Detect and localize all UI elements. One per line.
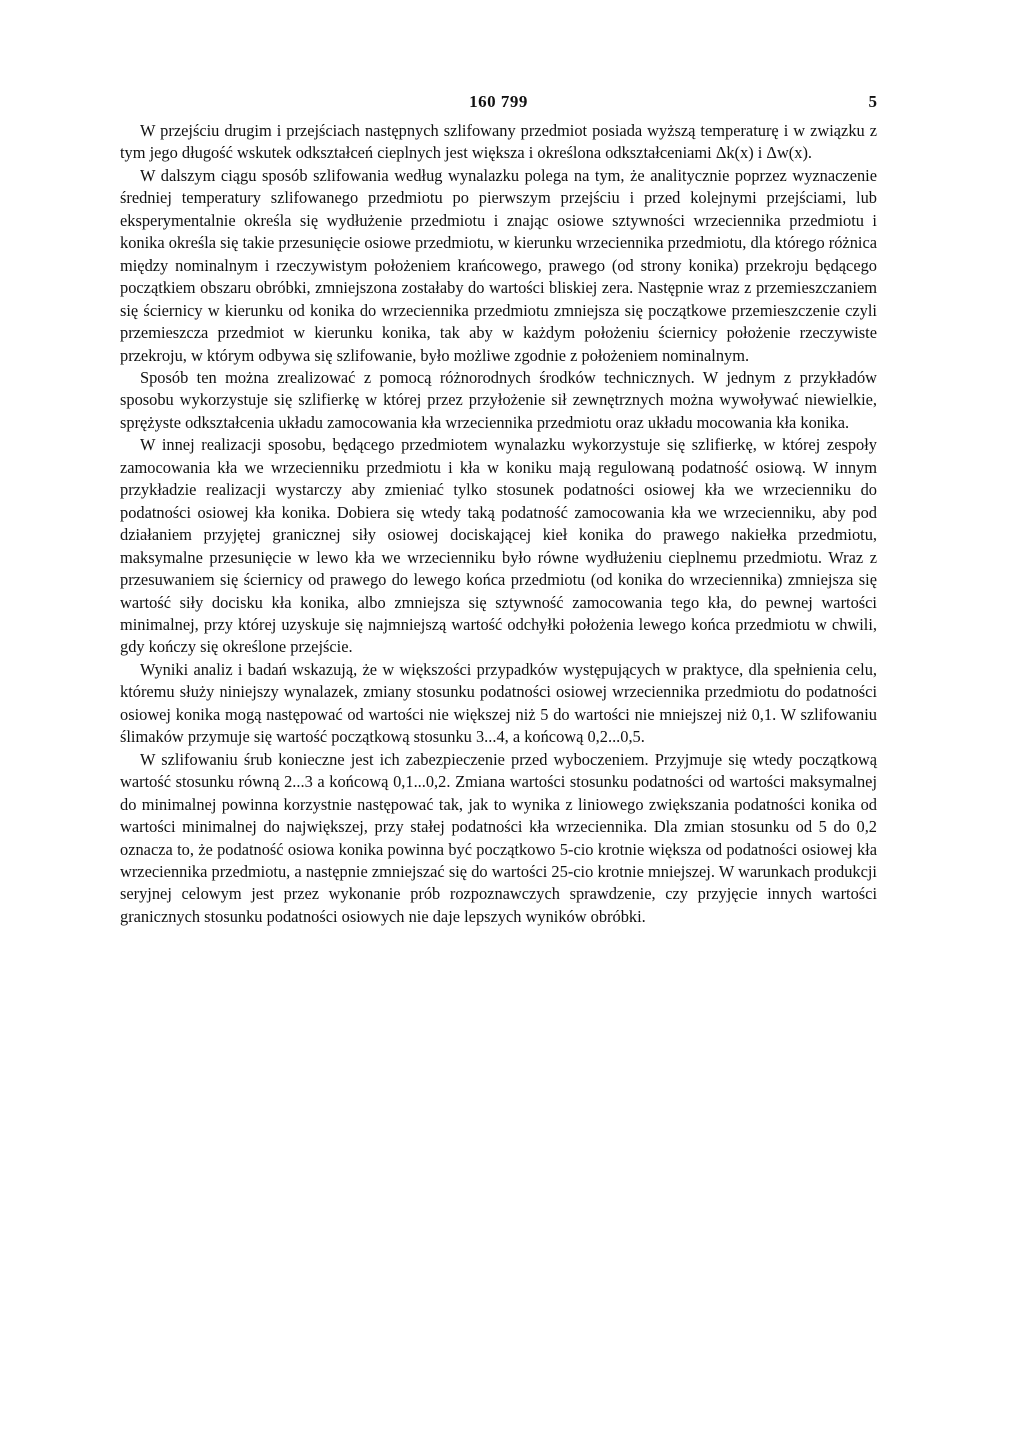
paragraph-4: W innej realizacji sposobu, będącego przedmiotem wynalazku wykorzystuje się szlifierkę, w której zespoły zamocowania kła we wrzecienniku przedmiotu i kła w koniku mają regulowaną podatność osiową. W innym przykładzie realizacji wystarczy aby zmieniać tylko stosunek podatności osiowej kła we wrzecienniku do podatności osiowej kła konika. Dobiera się wtedy taką podatność zamocowania kła we wrzecienniku, aby pod działaniem przyjętej granicznej siły osiowej dociskającej kieł konika do prawego nakiełka przedmiotu, maksymalne przesunięcie w lewo kła we wrzecienniku było równe wydłużeniu cieplnemu przedmiotu. Wraz z przesuwaniem się ściernicy od prawego do lewego końca przedmiotu (od konika do wrzeciennika) zmniejsza się wartość siły docisku kła konika, albo zmniejsza się sztywność zamocowania tego kła, do pewnej wartości minimalnej, przy której uzyskuje się najmniejszą wartość odchyłki położenia lewego końca przedmiotu w chwili, gdy kończy się określone przejście. bbox=[120, 435, 877, 657]
paragraph-2: W dalszym ciągu sposób szlifowania według wynalazku polega na tym, że analitycznie poprzez wyznaczenie średniej temperatury szlifowanego przedmiotu po pierwszym przejściu i przed kolejnymi przejściami, lub eksperymentalnie określa się wydłużenie przedmiotu i znając osiowe sztywności wrzeciennika przedmiotu i konika określa się takie przesunięcie osiowe przedmiotu, w kierunku wrzeciennika przedmiotu, dla którego różnica między nominalnym i rzeczywistym położeniem krańcowego, prawego (od strony konika) przekroju będącego początkiem obszaru obróbki, zmniejszona zostałaby do wartości bliskiej zera. Następnie wraz z przemieszczaniem się ściernicy w kierunku od konika do wrzeciennika przedmiotu zmniejsza się początkowe przemieszczenie czyli przemieszcza przedmiot w kierunku konika, tak aby w każdym położeniu ściernicy położenie rzeczywiste przekroju, w którym odbywa się szlifowanie, było możliwe zgodnie z położeniem nominalnym. bbox=[120, 165, 877, 365]
page-header bbox=[120, 92, 877, 116]
paragraph-5: Wyniki analiz i badań wskazują, że w większości przypadków występujących w praktyce, dla spełnienia celu, któremu służy niniejszy wynalazek, zmiany stosunku podatności osiowej wrzeciennika przedmiotu do podatności osiowej konika mogą następować od wartości nie większej niż 5 do wartości nie mniejszej niż 0,1. W szlifowaniu ślimaków przymuje się wartość początkową stosunku 3...4, a końcową 0,2...0,5. bbox=[120, 659, 877, 747]
body-text bbox=[120, 120, 877, 928]
patent-number: 160 799 bbox=[469, 92, 528, 111]
paragraph-6: W szlifowaniu śrub konieczne jest ich zabezpieczenie przed wyboczeniem. Przyjmuje się wtedy początkową wartość stosunku równą 2...3 a końcową 0,1...0,2. Zmiana wartości stosunku podatności od wartości maksymalnej do minimalnej powinna korzystnie następować tak, jak to wynika z liniowego zwiększania podatności konika od wartości minimalnej do największej, przy stałej podatności kła wrzeciennika. Dla zmian stosunku od 5 do 0,2 oznacza to, że podatność osiowa konika powinna być początkowo 5-cio krotnie większa od podatności osiowej kła wrzeciennika przedmiotu, a następnie zmniejszać się do wartości 25-cio krotnie mniejszej. W warunkach produkcji seryjnej celowym jest przez wykonanie prób rozpoznawczych sprawdzenie, czy przyjęcie innych wartości granicznych stosunku podatności osiowych nie daje lepszych wyników obróbki. bbox=[120, 749, 877, 926]
paragraph-3: Sposób ten można zrealizować z pomocą różnorodnych środków technicznych. W jednym z przykładów sposobu wykorzystuje się szlifierkę w której przez przyłożenie sił zewnętrznych można wywoływać niewielkie, sprężyste odkształcenia układu zamocowania kła wrzeciennika przedmiotu oraz układu mocowania kła konika. bbox=[120, 367, 877, 432]
page-number: 5 bbox=[868, 92, 877, 111]
document-page bbox=[120, 92, 877, 928]
paragraph-1: W przejściu drugim i przejściach następnych szlifowany przedmiot posiada wyższą temperaturę i w związku z tym jego długość wskutek odkształceń cieplnych jest większa i określona odkształceniami Δk(x) i Δw(x). bbox=[120, 121, 877, 163]
